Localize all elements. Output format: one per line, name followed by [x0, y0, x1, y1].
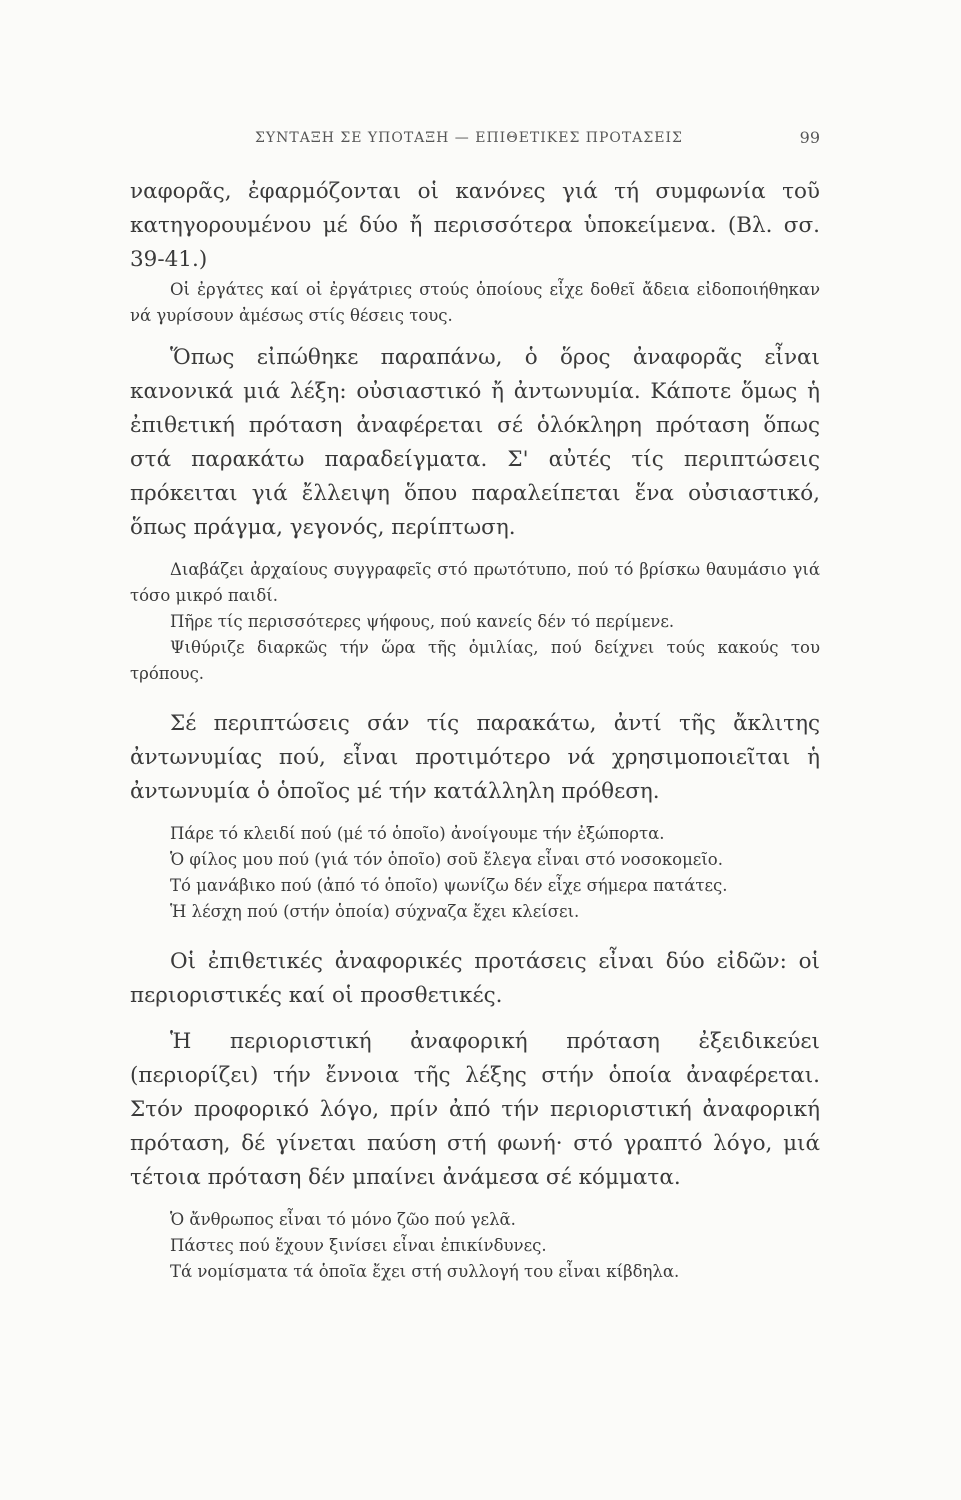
paragraph-clause-types: Οἱ ἐπιθετικές ἀναφορικές προτάσεις εἶναι δύο εἰδῶν: οἱ περιοριστικές καί οἱ προσθετικές.: [130, 949, 820, 1008]
page-number: 99: [799, 128, 820, 147]
example-sentence: Πῆρε τίς περισσότερες ψήφους, πού κανείς δέν τό περίμενε.: [170, 612, 675, 631]
page-header: [130, 128, 820, 152]
body-text: [130, 175, 820, 1285]
example-sentence: Ὁ ἄνθρωπος εἶναι τό μόνο ζῶο πού γελᾶ.: [170, 1210, 516, 1229]
example-sentence: Τό μανάβικο πού (ἀπό τό ὁποῖο) ψωνίζω δέν εἶχε σήμερα πατάτες.: [170, 876, 728, 895]
example-sentence: Οἱ ἐργάτες καί οἱ ἐργάτριες στούς ὁποίους εἶχε δοθεῖ ἄδεια εἰδοποιήθηκαν νά γυρίσουν ἀμέσως στίς θέσεις τους.: [130, 280, 820, 325]
example-sentence: Πάρε τό κλειδί πού (μέ τό ὁποῖο) ἀνοίγουμε τήν ἐξώπορτα.: [170, 824, 665, 843]
paragraph-reference-term: Ὅπως εἰπώθηκε παραπάνω, ὁ ὅρος ἀναφορᾶς εἶναι κανονικά μιά λέξη: οὐσιαστικό ἤ ἀντωνυμία. Κάποτε ὅμως ἡ ἐπιθετική πρόταση ἀναφέρεται σέ ὁλόκληρη πρόταση ὅπως στά παρακάτω παραδείγματα. Σ' αὐτές τίς περιπτώσεις πρόκειται γιά ἔλλειψη ὅπου παραλείπεται ἕνα οὐσιαστικό, ὅπως πράγμα, γεγονός, περίπτωση.: [130, 345, 820, 540]
paragraph-continuation: ναφορᾶς, ἐφαρμόζονται οἱ κανόνες γιά τή συμφωνία τοῦ κατηγορουμένου μέ δύο ἤ περισσότερα ὑποκείμενα. (Βλ. σσ. 39-41.): [130, 179, 820, 272]
example-sentence: Ἡ λέσχη πού (στήν ὁποία) σύχναζα ἔχει κλείσει.: [170, 902, 580, 921]
example-sentence: Ὁ φίλος μου πού (γιά τόν ὁποῖο) σοῦ ἔλεγα εἶναι στό νοσοκομεῖο.: [170, 850, 723, 869]
example-sentence: Ψιθύριζε διαρκῶς τήν ὥρα τῆς ὁμιλίας, πού δείχνει τούς κακούς του τρόπους.: [130, 638, 820, 683]
paragraph-restrictive-clause: Ἡ περιοριστική ἀναφορική πρόταση ἐξειδικεύει (περιορίζει) τήν ἔννοια τῆς λέξης στήν ὁποία ἀναφέρεται. Στόν προφορικό λόγο, πρίν ἀπό τήν περιοριστική ἀναφορική πρόταση, δέ γίνεται παύση στή φωνή· στό γραπτό λόγο, μιά τέτοια πρόταση δέν μπαίνει ἀνάμεσα σέ κόμματα.: [130, 1029, 820, 1190]
running-head: ΣΥΝΤΑΞΗ ΣΕ ΥΠΟΤΑΞΗ — ΕΠΙΘΕΤΙΚΕΣ ΠΡΟΤΑΣΕΙΣ: [255, 130, 683, 146]
example-sentence: Διαβάζει ἀρχαίους συγγραφεῖς στό πρωτότυπο, πού τό βρίσκω θαυμάσιο γιά τόσο μικρό παιδί.: [130, 560, 820, 605]
paragraph-preposition-usage: Σέ περιπτώσεις σάν τίς παρακάτω, ἀντί τῆς ἄκλιτης ἀντωνυμίας πού, εἶναι προτιμότερο νά χρησιμοποιεῖται ἡ ἀντωνυμία ὁ ὁποῖος μέ τήν κατάλληλη πρόθεση.: [130, 711, 820, 804]
example-sentence: Τά νομίσματα τά ὁποῖα ἔχει στή συλλογή του εἶναι κίβδηλα.: [170, 1262, 680, 1281]
example-sentence: Πάστες πού ἔχουν ξινίσει εἶναι ἐπικίνδυνες.: [170, 1236, 547, 1255]
